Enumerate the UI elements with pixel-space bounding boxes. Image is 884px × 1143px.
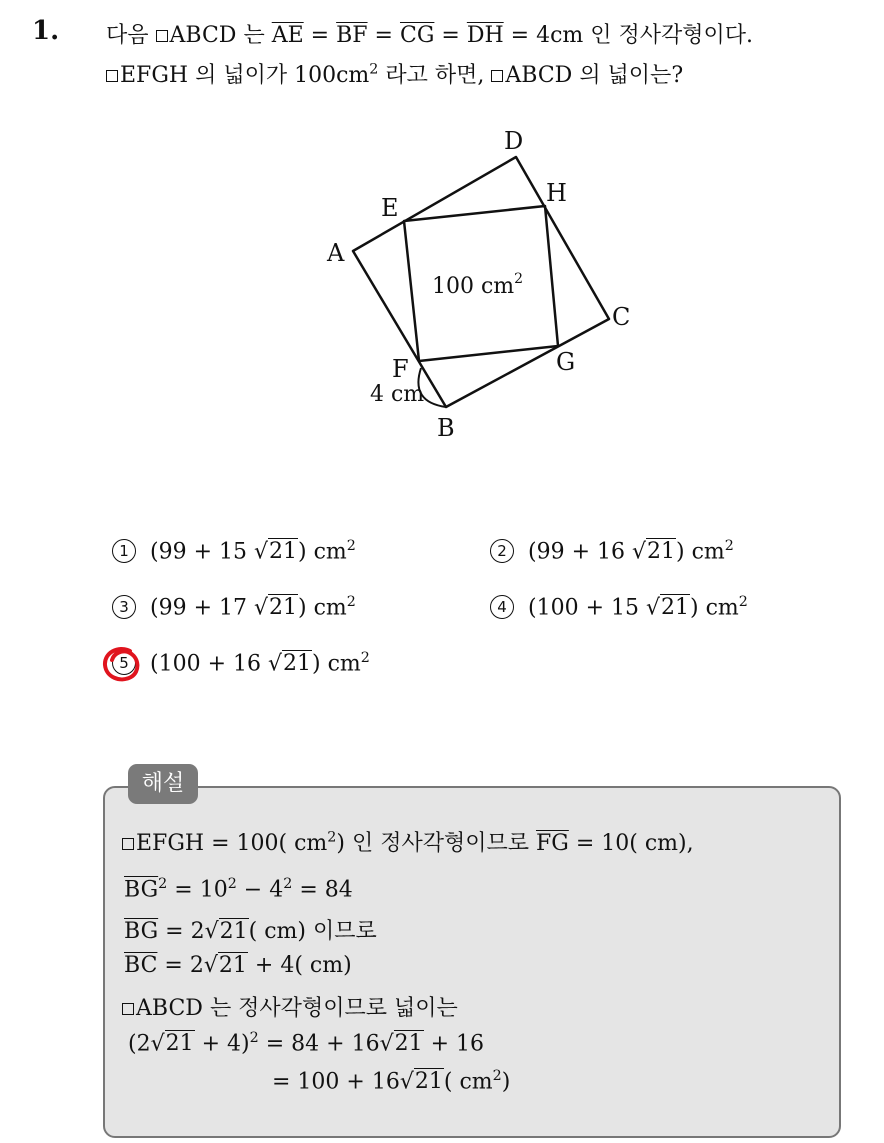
square-symbol-icon [122, 838, 134, 850]
sqrt-icon: √ [203, 953, 218, 978]
choice-text: (99 + 17 [150, 595, 254, 621]
choice-number-3: 3 [112, 595, 136, 619]
exponent: 2 [369, 61, 379, 78]
choice-number-1: 1 [112, 539, 136, 563]
choice-2[interactable] [490, 538, 734, 564]
sqrt-icon: √ [253, 539, 269, 565]
text: = 2 [165, 919, 205, 944]
choice-unit: ) cm [690, 595, 739, 621]
choice-number-2: 2 [490, 539, 514, 563]
radicand: 21 [661, 595, 690, 621]
exponent: 2 [346, 538, 356, 554]
sqrt-icon: √ [379, 1031, 394, 1057]
label-c: C [612, 303, 631, 331]
exponent: 2 [724, 538, 734, 554]
solution-line-7 [272, 1068, 510, 1094]
radicand: 21 [219, 919, 248, 944]
exponent: 2 [158, 876, 168, 892]
exponent: 2 [738, 594, 748, 610]
choice-text: (100 + 16 [150, 651, 268, 677]
sqrt-icon: √ [253, 595, 269, 621]
question-lead: 다음 [106, 23, 149, 48]
square-symbol-icon [122, 1003, 134, 1015]
shape-efgh: EFGH [120, 63, 189, 88]
text: = 10( cm), [575, 831, 694, 856]
particle-text: 는 [243, 23, 265, 48]
segment-fg: $\overline{FG}$ [535, 831, 569, 856]
shape-abcd-2: ABCD [505, 63, 573, 88]
text: = 10 [174, 877, 228, 903]
area-label: 100 $cm^2$ [432, 271, 524, 299]
exponent: 2 [327, 829, 337, 846]
label-e: E [381, 194, 399, 222]
sqrt-icon: √ [631, 539, 647, 565]
choice-text: (99 + 16 [528, 539, 632, 565]
area-exponent: 2 [514, 271, 524, 287]
equals-2: = [374, 23, 393, 48]
text: ( cm) 이므로 [248, 919, 377, 944]
choice-5[interactable] [112, 650, 370, 676]
segment-ae: $\overline{AE}$ [271, 23, 304, 48]
text: ) [501, 1069, 511, 1095]
label-f: F [392, 355, 409, 383]
question-mid: 의 넓이가 100cm [195, 63, 370, 88]
text: − 4 [243, 877, 284, 903]
choice-text: (100 + 15 [528, 595, 646, 621]
length-label: 4 cm [370, 382, 425, 407]
label-a: A [327, 239, 345, 267]
radicand: 21 [269, 539, 298, 565]
segment-bf: $\overline{BF}$ [336, 23, 368, 48]
choice-4[interactable] [490, 594, 748, 620]
text: + 4) [201, 1031, 250, 1057]
sqrt-icon: √ [204, 919, 219, 944]
text: = 2 [164, 953, 204, 978]
choice-number-5: 5 [112, 651, 136, 675]
shape-abcd: ABCD [169, 23, 237, 48]
text: ) 인 정사각형이므로 [336, 831, 529, 856]
choice-unit: ) cm [298, 595, 347, 621]
radicand: 21 [283, 651, 312, 677]
radicand: 21 [394, 1031, 423, 1057]
radicand: 21 [414, 1069, 443, 1095]
exponent: 2 [227, 876, 237, 892]
text: = 100( cm [211, 831, 328, 856]
sqrt-icon: √ [399, 1069, 414, 1095]
solution-line-4 [124, 953, 352, 978]
label-g: G [556, 348, 576, 376]
exponent: 2 [283, 876, 293, 892]
question-tail-1: = 4cm 인 정사각형이다. [510, 23, 754, 48]
label-d: D [504, 127, 524, 155]
sqrt-icon: √ [645, 595, 661, 621]
choice-3[interactable] [112, 594, 356, 620]
segment-cg: $\overline{CG}$ [399, 23, 435, 48]
choice-1[interactable] [112, 538, 356, 564]
choice-text: (99 + 15 [150, 539, 254, 565]
exponent: 2 [249, 1030, 259, 1046]
shape-abcd: ABCD [136, 996, 203, 1021]
choice-unit: ) cm [312, 651, 361, 677]
segment-bg: $\overline{BG}$ [124, 919, 159, 944]
text: = 84 + 16 [265, 1031, 380, 1057]
radicand: 21 [165, 1031, 194, 1057]
choice-number-4: 4 [490, 595, 514, 619]
question-tail-2: 의 넓이는? [579, 63, 684, 88]
exponent: 2 [492, 1068, 502, 1084]
choice-unit: ) cm [298, 539, 347, 565]
radicand: 21 [647, 539, 676, 565]
text: (2 [128, 1031, 151, 1057]
label-h: H [546, 179, 567, 207]
text: + 16 [430, 1031, 485, 1057]
answer-mark-icon [100, 643, 144, 687]
radicand: 21 [218, 953, 247, 978]
choice-unit: ) cm [676, 539, 725, 565]
text: = 100 + 16 [272, 1069, 400, 1095]
exponent: 2 [346, 594, 356, 610]
solution-line-5 [122, 991, 458, 1022]
geometry-figure [0, 0, 884, 500]
text: ( cm [443, 1069, 493, 1095]
text: + 4( cm) [254, 953, 352, 978]
question-mid2: 라고 하면, [385, 63, 485, 88]
equals-3: = [441, 23, 460, 48]
sqrt-icon: √ [150, 1031, 165, 1057]
segment-bg: $\overline{BG}$ [124, 877, 159, 903]
question-number: 1. [32, 16, 60, 46]
equals-1: = [310, 23, 330, 48]
radicand: 21 [269, 595, 298, 621]
solution-line-1 [122, 826, 694, 857]
solution-line-3 [124, 914, 377, 945]
shape-efgh: EFGH [136, 831, 205, 856]
segment-bc: $\overline{BC}$ [124, 953, 158, 978]
sqrt-icon: √ [267, 651, 283, 677]
segment-dh: $\overline{DH}$ [466, 23, 504, 48]
exponent: 2 [360, 650, 370, 666]
text: 는 정사각형이므로 넓이는 [209, 996, 458, 1021]
label-b: B [437, 414, 455, 442]
solution-tag: 해설 [128, 764, 198, 804]
solution-line-2 [124, 876, 353, 902]
text: = 84 [299, 877, 353, 903]
solution-line-6 [128, 1030, 484, 1056]
